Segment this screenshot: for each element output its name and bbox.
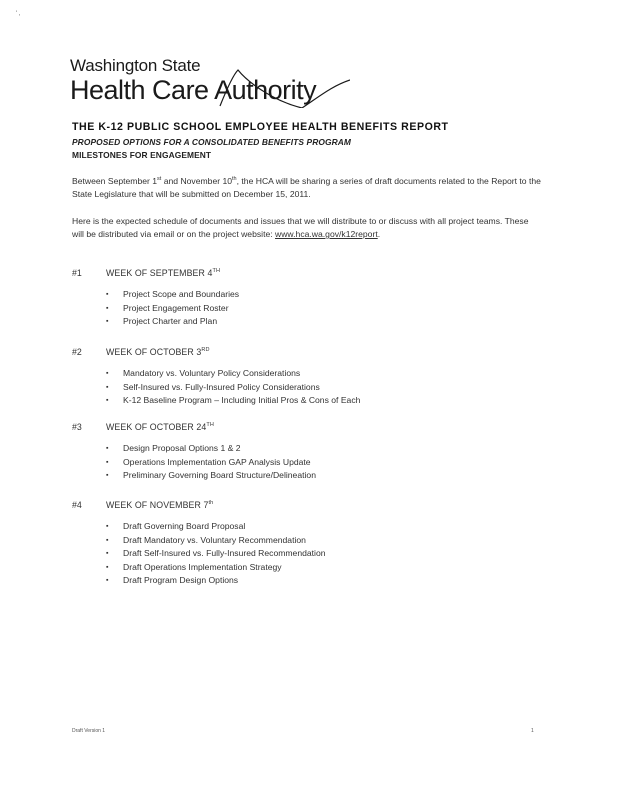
schedule-text: Here is the expected schedule of documents and issues that we will distribute to or discuss with all project teams. These will be distributed via email or on the project website: xyxy=(72,216,529,239)
section-title xyxy=(106,500,213,510)
section-title-sup: TH xyxy=(212,268,221,275)
intro-text-2: and November 10 xyxy=(161,176,233,186)
intro-sup-2: th xyxy=(232,176,237,183)
list-item: ▪ Project Engagement Roster xyxy=(106,302,239,316)
list-item: ▪ K-12 Baseline Program – Including Initial Pros & Cons of Each xyxy=(106,394,360,408)
section-title xyxy=(106,268,220,278)
project-website-link[interactable]: www.hca.wa.gov/k12report xyxy=(275,229,378,239)
footer-page-number: 1 xyxy=(531,728,534,734)
milestone-list xyxy=(106,288,239,329)
logo-line1: Washington State xyxy=(70,56,201,75)
footer-version: Draft Version 1 xyxy=(72,728,106,734)
list-item: ▪ Draft Operations Implementation Strategy xyxy=(106,561,326,575)
list-item: ▪ Project Charter and Plan xyxy=(106,315,239,329)
schedule-text-end: . xyxy=(377,229,381,239)
milestone-list xyxy=(106,367,360,408)
list-item: ▪ Preliminary Governing Board Structure/Delineation xyxy=(106,469,316,483)
section-number: #2 xyxy=(72,347,82,357)
section-number: #4 xyxy=(72,500,82,510)
milestone-list xyxy=(106,520,326,588)
list-item: ▪ Draft Self-Insured vs. Fully-Insured Recommendation xyxy=(106,547,326,561)
intro-sup-1: st xyxy=(157,176,162,183)
list-item: ▪ Self-Insured vs. Fully-Insured Policy Considerations xyxy=(106,381,360,395)
milestone-list xyxy=(106,442,316,483)
section-title xyxy=(106,347,210,357)
hca-logo xyxy=(70,56,350,108)
section-title xyxy=(106,422,214,432)
logo-line2: Health Care Authority xyxy=(70,75,317,105)
list-item: ▪ Draft Mandatory vs. Voluntary Recommendation xyxy=(106,534,326,548)
section-number: #1 xyxy=(72,268,82,278)
page-title: THE K-12 PUBLIC SCHOOL EMPLOYEE HEALTH BENEFITS REPORT xyxy=(72,121,449,133)
list-item: ▪ Draft Governing Board Proposal xyxy=(106,520,326,534)
intro-text-1: Between September 1 xyxy=(72,176,158,186)
intro-text-3: , the HCA will be sharing a series of draft documents related to the Report to the State Legislature that will be submitted on December 15, 2011. xyxy=(72,176,541,199)
page-subtitle: PROPOSED OPTIONS FOR A CONSOLIDATED BENEFITS PROGRAM xyxy=(72,137,351,147)
list-item: ▪ Project Scope and Boundaries xyxy=(106,288,239,302)
section-title-sup: th xyxy=(208,500,214,507)
list-item: ▪ Mandatory vs. Voluntary Policy Considerations xyxy=(106,367,360,381)
page-subtitle-milestones: MILESTONES FOR ENGAGEMENT xyxy=(72,150,212,160)
list-item: ▪ Draft Program Design Options xyxy=(106,574,326,588)
list-item: ▪ Operations Implementation GAP Analysis Update xyxy=(106,456,316,470)
section-title-text: WEEK OF OCTOBER 24 xyxy=(106,422,207,432)
schedule-paragraph xyxy=(72,215,542,241)
section-title-text: WEEK OF OCTOBER 3 xyxy=(106,347,202,357)
list-item: ▪ Design Proposal Options 1 & 2 xyxy=(106,442,316,456)
intro-paragraph xyxy=(72,175,542,201)
section-title-text: WEEK OF SEPTEMBER 4 xyxy=(106,268,213,278)
section-number: #3 xyxy=(72,422,82,432)
section-title-text: WEEK OF NOVEMBER 7 xyxy=(106,500,209,510)
section-title-sup: RD xyxy=(201,347,210,354)
corner-mark: ' , xyxy=(16,11,21,17)
section-title-sup: TH xyxy=(206,422,214,429)
